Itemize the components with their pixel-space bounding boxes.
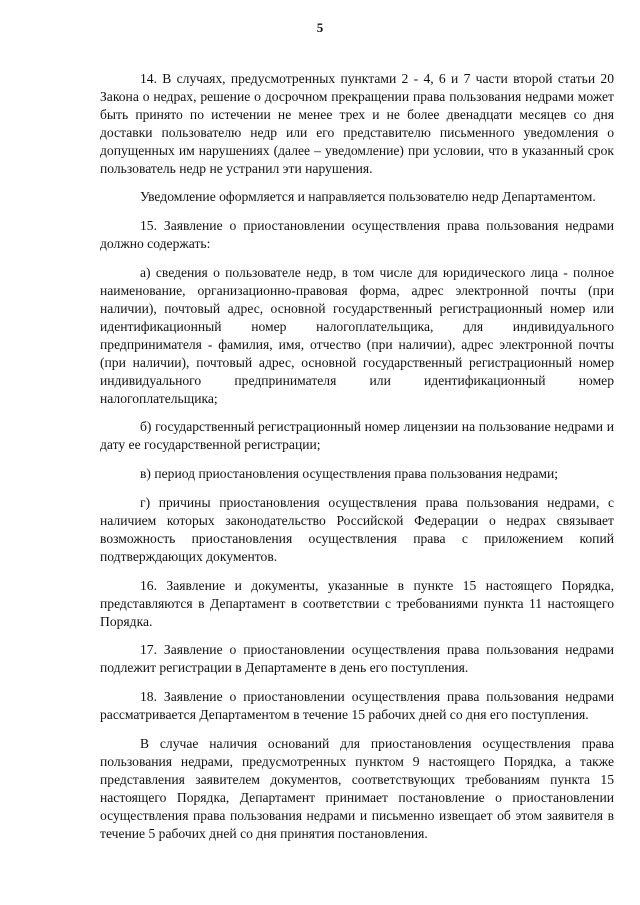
paragraph-15-c: в) период приостановления осуществления права пользования недрами;: [140, 466, 559, 482]
paragraph-18-continued: В случае наличия оснований для приостановления осуществления права пользования недрами, предусмотренных пунктом 9 настоящего Порядка, а также представления заявителем документов, соответствующих требованиям пункта 15 настоящего Порядка, Департамент принимает постановление о приостановлении осуществления права пользования недрами и письменно извещает об этом заявителя в течение 5 рабочих дней со дня принятия постановления.: [100, 736, 614, 841]
paragraph-15-b: б) государственный регистрационный номер лицензии на пользование недрами и дату ее государственной регистрации;: [100, 419, 614, 453]
paragraph-17: 17. Заявление о приостановлении осуществления права пользования недрами подлежит регистрации в Департаменте в день его поступления.: [100, 642, 614, 676]
paragraph-15-d: г) причины приостановления осуществления права пользования недрами, с наличием которых законодательство Российской Федерации о недрах связывает возможность приостановления осуществления права с приложением копий подтверждающих документов.: [100, 495, 614, 564]
paragraph-16: 16. Заявление и документы, указанные в пункте 15 настоящего Порядка, представляются в Департамент в соответствии с требованиями пункта 11 настоящего Порядка.: [100, 577, 614, 629]
document-body: [100, 70, 614, 854]
paragraph-15: 15. Заявление о приостановлении осуществления права пользования недрами должно содержать:: [100, 218, 614, 252]
page-number: 5: [316, 20, 324, 35]
paragraph-notice: Уведомление оформляется и направляется пользователю недр Департаментом.: [140, 189, 596, 205]
paragraph-18: 18. Заявление о приостановлении осуществления права пользования недрами рассматривается Департаментом в течение 15 рабочих дней со дня его поступления.: [100, 689, 614, 723]
paragraph-15-a: а) сведения о пользователе недр, в том числе для юридического лица - полное наименование, организационно-правовая форма, адрес электронной почты (при наличии), почтовый адрес, основной государственный регистрационный номер или идентификационный номер налогоплательщика, для индивидуального предпринимателя - фамилия, имя, отчество (при наличии), адрес электронной почты (при наличии), почтовый адрес, основной государственный регистрационный номер индивидуального предпринимателя или идентификационный номер налогоплательщика;: [100, 265, 614, 406]
paragraph-14: 14. В случаях, предусмотренных пунктами 2 - 4, 6 и 7 части второй статьи 20 Закона о недрах, решение о досрочном прекращении права пользования недрами может быть принято по истечении не менее трех и не более двенадцати месяцев со дня доставки пользователю недр или его представителю письменного уведомления о допущенных им нарушениях (далее – уведомление) при условии, что в указанный срок пользователь недр не устранил эти нарушения.: [100, 71, 614, 176]
